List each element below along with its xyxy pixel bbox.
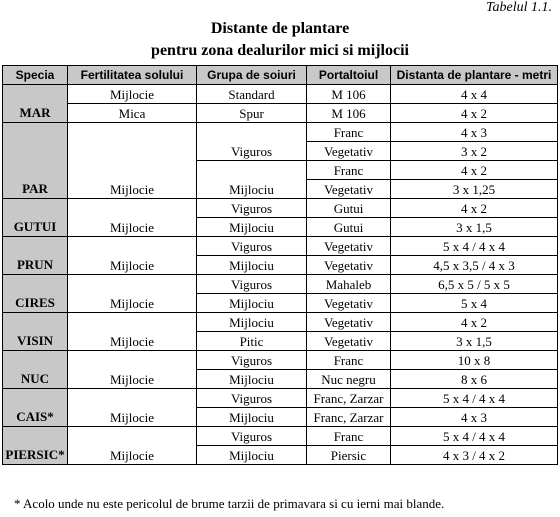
rootstock-cell: Nuc negru [307,370,391,389]
rootstock-cell: Franc, Zarzar [307,408,391,427]
distance-cell: 4 x 3 [391,408,558,427]
distance-cell: 8 x 6 [391,370,558,389]
species-cell-visin: VISIN [3,313,68,351]
rootstock-cell: M 106 [307,104,391,123]
rootstock-cell: Mahaleb [307,275,391,294]
variety-cell: Standard [197,85,307,104]
variety-cell: Mijlociu [197,446,307,465]
variety-cell: Mijlociu [197,161,307,199]
fertility-cell: Mijlocie [68,237,197,275]
species-cell-par: PAR [3,123,68,199]
footnote: * Acolo unde nu este pericolul de brume tarzii de primavara si cu ierni mai blande. [14,496,445,511]
fertility-cell: Mijlocie [68,199,197,237]
rootstock-cell: Vegetativ [307,142,391,161]
distance-cell: 4 x 2 [391,199,558,218]
fertility-cell: Mijlocie [68,275,197,313]
distance-cell: 3 x 1,5 [391,332,558,351]
rootstock-cell: Vegetativ [307,332,391,351]
table-row [3,104,558,123]
distance-cell: 5 x 4 / 4 x 4 [391,389,558,408]
fertility-cell: Mijlocie [68,313,197,351]
variety-cell: Pitic [197,332,307,351]
distance-cell: 6,5 x 5 / 5 x 5 [391,275,558,294]
distance-cell: 3 x 1,25 [391,180,558,199]
rootstock-cell: Gutui [307,218,391,237]
variety-cell: Viguros [197,351,307,370]
table-number-label: Tabelul 1.1. [486,0,552,15]
rootstock-cell: M 106 [307,85,391,104]
variety-cell: Viguros [197,199,307,218]
variety-cell: Mijlociu [197,408,307,427]
distance-cell: 4 x 3 / 4 x 2 [391,446,558,465]
table-title-line-2: pentru zona dealurilor mici si mijlocii [151,42,409,59]
variety-cell: Viguros [197,237,307,256]
fertility-cell: Mijlocie [68,427,197,465]
table-row [3,85,558,104]
variety-cell: Viguros [197,427,307,446]
variety-cell: Mijlociu [197,256,307,275]
distance-cell: 5 x 4 / 4 x 4 [391,427,558,446]
rootstock-cell: Vegetativ [307,313,391,332]
table-row [3,351,558,370]
header-planting-distance: Distanta de plantare - metri [391,66,558,85]
distance-cell: 3 x 1,5 [391,218,558,237]
planting-distance-table [2,65,558,465]
rootstock-cell: Franc [307,123,391,142]
species-cell-cais: CAIS* [3,389,68,427]
distance-cell: 4 x 2 [391,104,558,123]
variety-cell: Mijlociu [197,218,307,237]
rootstock-cell: Franc [307,161,391,180]
distance-cell: 4 x 4 [391,85,558,104]
rootstock-cell: Vegetativ [307,256,391,275]
variety-cell: Viguros [197,389,307,408]
species-cell-prun: PRUN [3,237,68,275]
header-variety-group: Grupa de soiuri [197,66,307,85]
table-row [3,427,558,446]
table-row [3,199,558,218]
distance-cell: 4 x 3 [391,123,558,142]
rootstock-cell: Franc [307,427,391,446]
rootstock-cell: Vegetativ [307,180,391,199]
fertility-cell: Mijlocie [68,389,197,427]
table-row [3,389,558,408]
header-soil-fertility: Fertilitatea solului [68,66,197,85]
distance-cell: 5 x 4 / 4 x 4 [391,237,558,256]
table-row [3,237,558,256]
variety-cell: Mijlociu [197,313,307,332]
rootstock-cell: Vegetativ [307,294,391,313]
rootstock-cell: Franc [307,351,391,370]
rootstock-cell: Franc, Zarzar [307,389,391,408]
species-cell-cires: CIRES [3,275,68,313]
distance-cell: 4 x 2 [391,161,558,180]
species-cell-nuc: NUC [3,351,68,389]
distance-cell: 4,5 x 3,5 / 4 x 3 [391,256,558,275]
fertility-cell: Mijlocie [68,123,197,199]
table-row [3,313,558,332]
fertility-cell: Mijlocie [68,85,197,104]
species-cell-mar: MAR [3,85,68,123]
rootstock-cell: Vegetativ [307,237,391,256]
fertility-cell: Mica [68,104,197,123]
rootstock-cell: Piersic [307,446,391,465]
table-row [3,275,558,294]
species-cell-piersic: PIERSIC* [3,427,68,465]
table-row [3,123,558,142]
distance-cell: 5 x 4 [391,294,558,313]
variety-cell: Mijlociu [197,294,307,313]
variety-cell: Viguros [197,123,307,161]
fertility-cell: Mijlocie [68,351,197,389]
table-header-row [3,66,558,85]
distance-cell: 4 x 2 [391,313,558,332]
variety-cell: Viguros [197,275,307,294]
variety-cell: Spur [197,104,307,123]
header-species: Specia [3,66,68,85]
rootstock-cell: Gutui [307,199,391,218]
header-rootstock: Portaltoiul [307,66,391,85]
variety-cell: Mijlociu [197,370,307,389]
distance-cell: 3 x 2 [391,142,558,161]
species-cell-gutui: GUTUI [3,199,68,237]
distance-cell: 10 x 8 [391,351,558,370]
table-title-line-1: Distante de plantare [210,20,350,37]
